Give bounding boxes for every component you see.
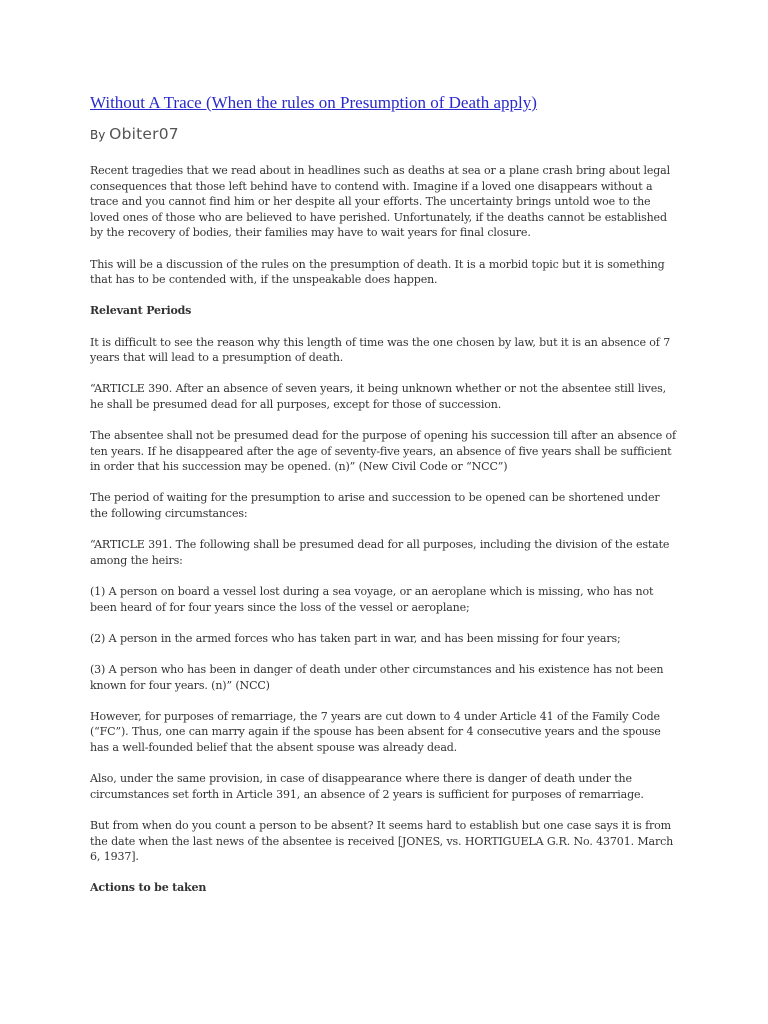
section-heading: Actions to be taken [90, 881, 207, 895]
paragraph: This will be a discussion of the rules on the presumption of death. It is a morbid topic but it is something that has to be contended with, if the unspeakable does happen. [90, 257, 665, 287]
paragraph: (1) A person on board a vessel lost during a sea voyage, or an aeroplane which is missing, who has not been heard of for four years since the loss of the vessel or aeroplane; [90, 585, 654, 614]
paragraph: (3) A person who has been in danger of death under other circumstances and his existence has not been known for four years. (n)” (NCC) [90, 663, 664, 692]
by-label: By [90, 128, 106, 142]
paragraph: “ARTICLE 390. After an absence of seven years, it being unknown whether or not the absentee still lives, he shall be presumed dead for all purposes, except for those of succession. [90, 382, 666, 411]
byline [90, 123, 680, 146]
article-title-link[interactable]: Without A Trace (When the rules on Presumption of Death apply) [90, 93, 537, 112]
paragraph: The period of waiting for the presumption to arise and succession to be opened can be shortened under the following circumstances: [90, 491, 660, 521]
article [90, 92, 680, 912]
paragraph: It is difficult to see the reason why this length of time was the one chosen by law, but it is an absence of 7 years that will lead to a presumption of death. [90, 335, 671, 365]
paragraph: Recent tragedies that we read about in headlines such as deaths at sea or a plane crash bring about legal consequences that those left behind have to contend with. Imagine if a loved one disappears without a trace and you cannot find him or her despite all your efforts. The uncertainty brings untold woe to the loved ones of those who are believed to have perished. Unfortunately, if the deaths cannot be established by the recovery of bodies, their families may have to wait years for final closure. [90, 164, 670, 240]
paragraph: But from when do you count a person to be absent? It seems hard to establish but one case says it is from the date when the last news of the absentee is received [JONES, vs. HORTIGUELA G.R. No. 43701. March 6, 1937]. [90, 818, 674, 864]
paragraph: The absentee shall not be presumed dead for the purpose of opening his succession till after an absence of ten years. If he disappeared after the age of seventy-five years, an absence of five years shall be sufficient in order that his succession may be opened. (n)” (New Civil Code or “NCC”) [90, 429, 676, 474]
paragraph: Also, under the same provision, in case of disappearance where there is danger of death under the circumstances set forth in Article 391, an absence of 2 years is sufficient for purposes of remarriage. [90, 772, 644, 801]
author-name: Obiter07 [109, 125, 179, 143]
paragraph: (2) A person in the armed forces who has taken part in war, and has been missing for four years; [90, 631, 621, 645]
paragraph: However, for purposes of remarriage, the 7 years are cut down to 4 under Article 41 of the Family Code (“FC”). Thus, one can marry again if the spouse has been absent for 4 consecutive years and the spouse has a well-founded belief that the absent spouse was already dead. [90, 709, 661, 754]
section-heading: Relevant Periods [90, 304, 192, 318]
paragraph: “ARTICLE 391. The following shall be presumed dead for all purposes, including the division of the estate among the heirs: [90, 538, 670, 567]
